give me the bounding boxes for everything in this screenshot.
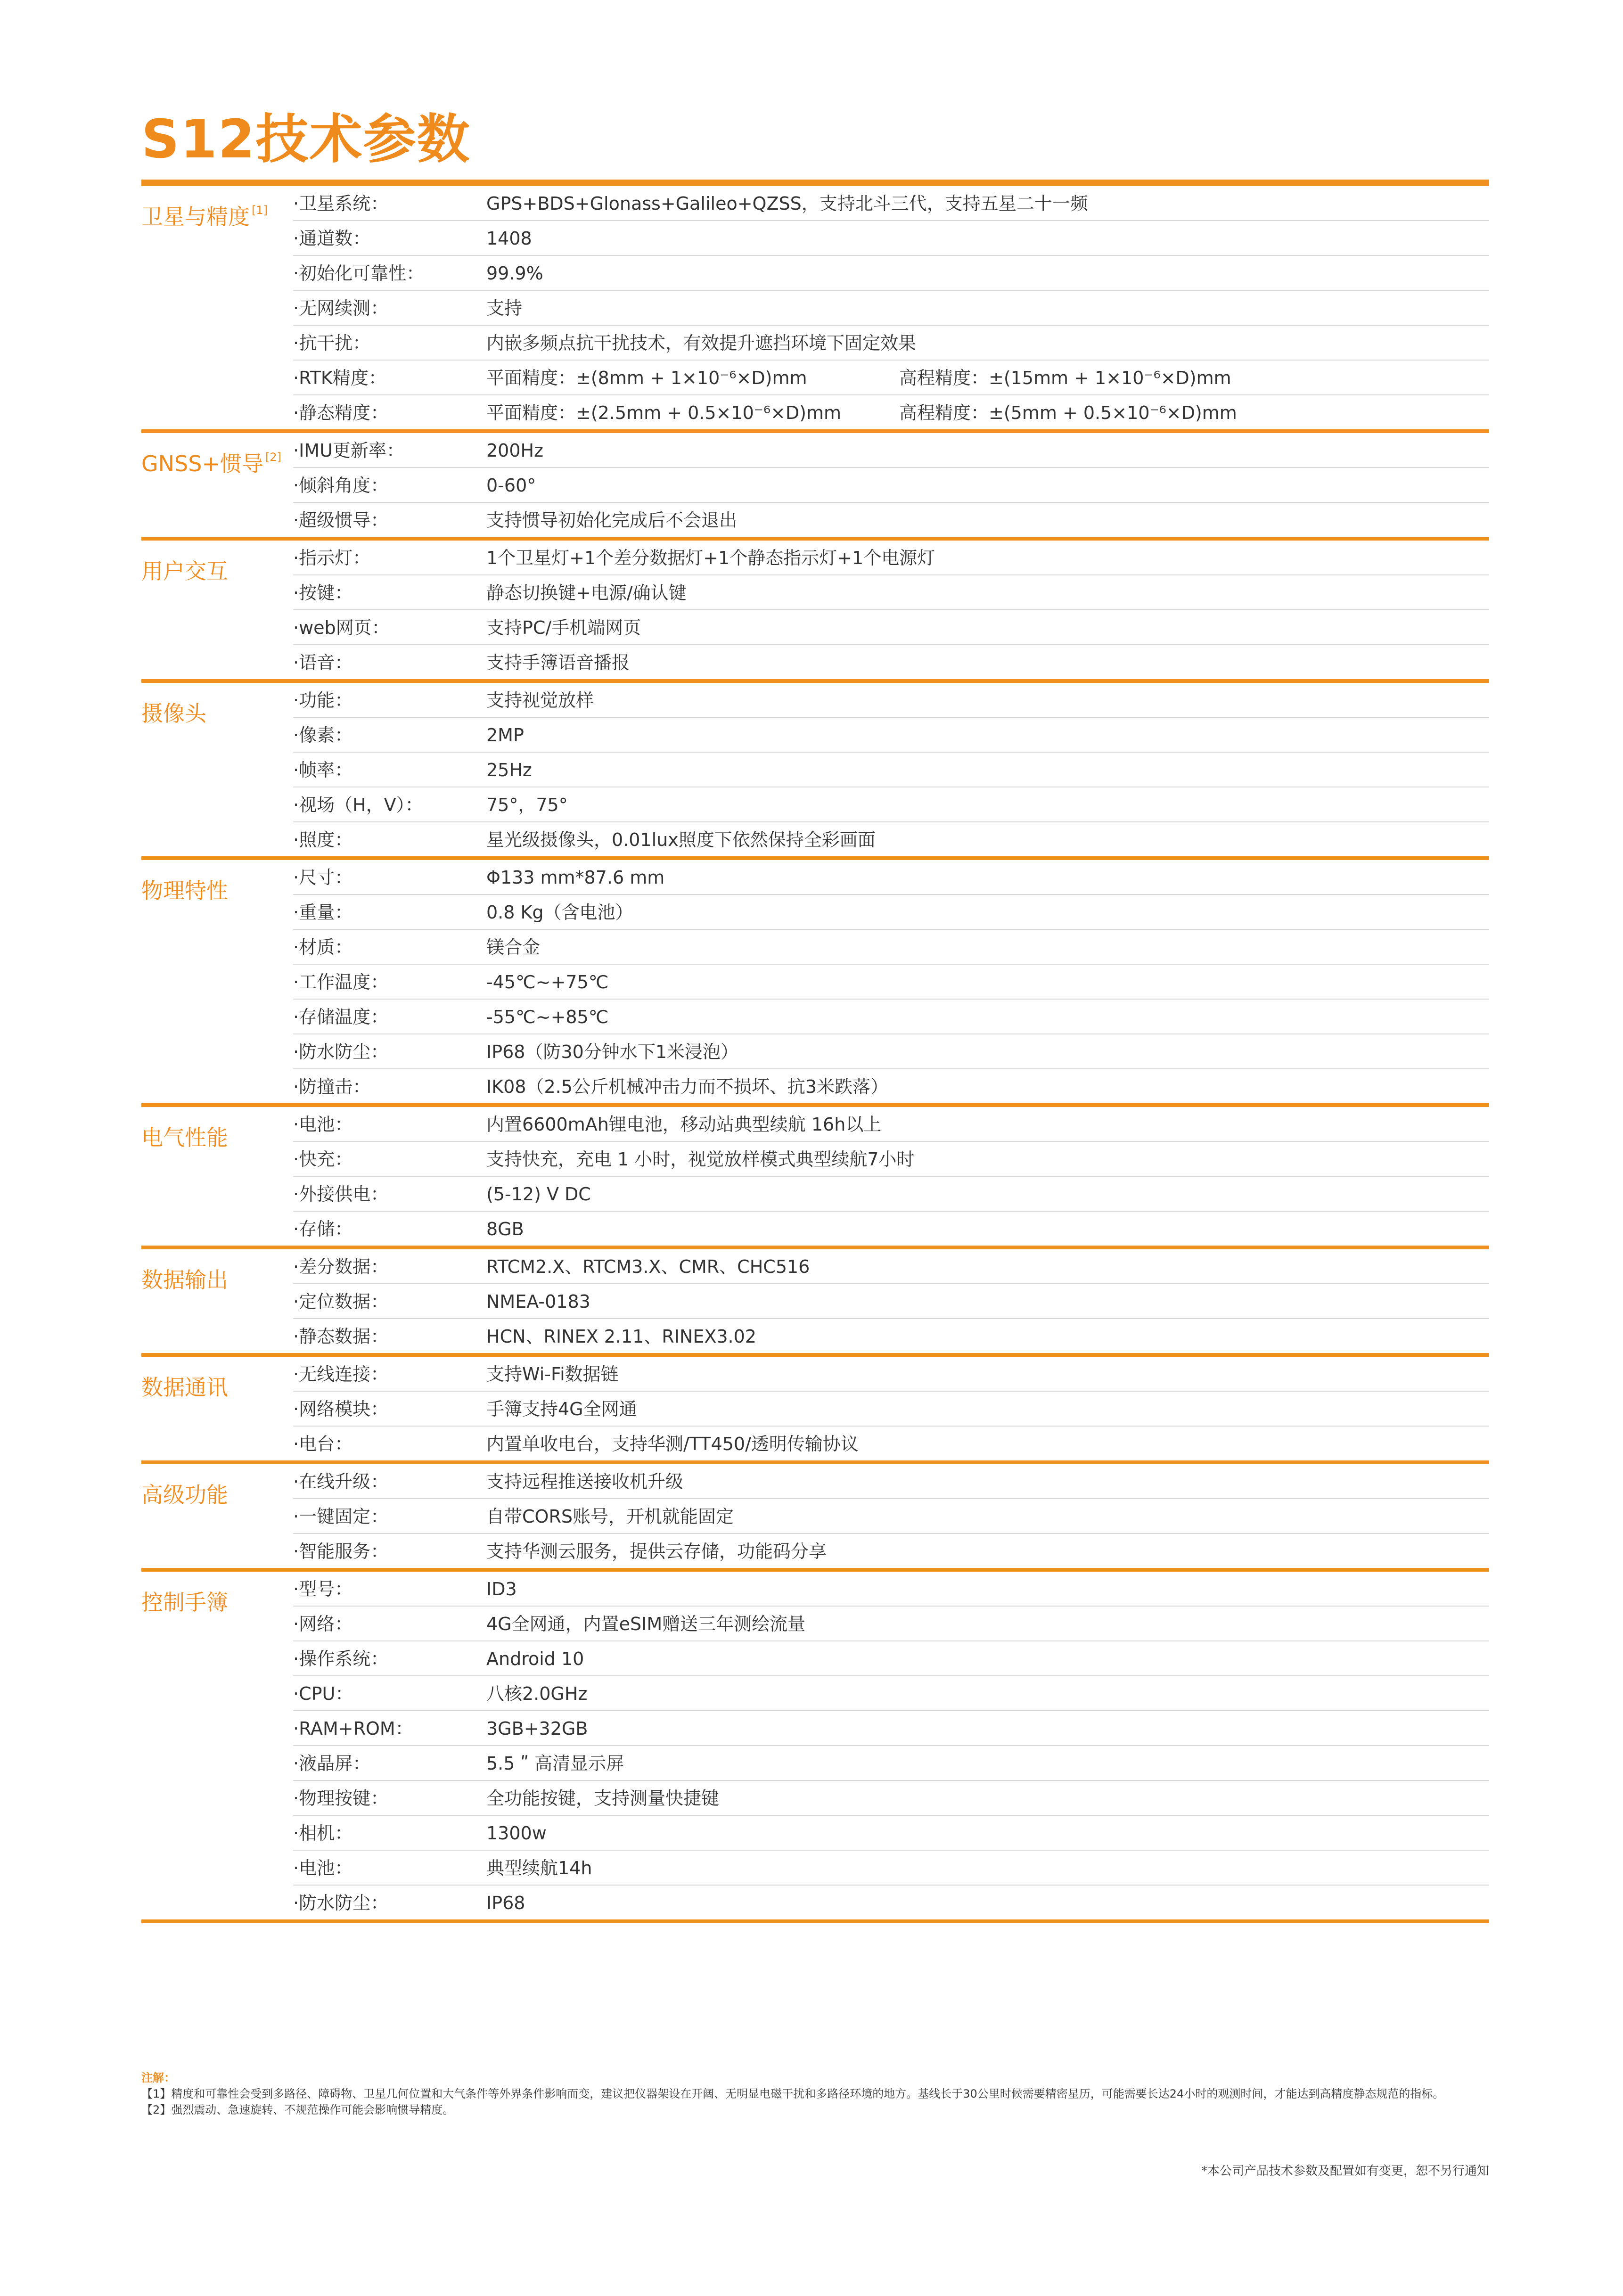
- spec-label: ·电台：: [293, 1434, 353, 1454]
- spec-value: 支持视觉放样: [486, 690, 594, 711]
- spec-label: ·外接供电：: [293, 1184, 389, 1205]
- spec-row: [293, 1781, 1489, 1816]
- spec-label: ·IMU更新率：: [293, 440, 404, 461]
- spec-row: [293, 291, 1489, 326]
- spec-value: 镁合金: [486, 937, 541, 958]
- spec-row: [293, 683, 1489, 718]
- spec-value: 支持惯导初始化完成后不会退出: [486, 510, 738, 531]
- spec-value: 平面精度：±(2.5mm + 0.5×10⁻⁶×D)mm: [486, 402, 842, 423]
- spec-value: RTCM2.X、RTCM3.X、CMR、CHC516: [486, 1256, 810, 1277]
- spec-label: ·电池：: [293, 1114, 353, 1135]
- spec-label: ·RTK精度：: [293, 368, 386, 388]
- spec-row: [293, 1607, 1489, 1641]
- spec-label: ·工作温度：: [293, 972, 389, 992]
- spec-row: [293, 1142, 1489, 1177]
- spec-value: 支持手簿语音播报: [486, 652, 630, 673]
- spec-row: [293, 965, 1489, 1000]
- spec-row: [293, 1746, 1489, 1781]
- spec-label: ·在线升级：: [293, 1471, 389, 1492]
- spec-row: [293, 1069, 1489, 1103]
- spec-value: 1408: [486, 228, 532, 249]
- spec-section: [141, 860, 1489, 1107]
- page-title: S12技术参数: [141, 109, 471, 170]
- spec-value: 0-60°: [486, 475, 536, 496]
- spec-row: [293, 1711, 1489, 1746]
- spec-row: [293, 1499, 1489, 1534]
- spec-value-secondary: 高程精度：±(5mm + 0.5×10⁻⁶×D)mm: [899, 402, 1237, 423]
- spec-label: ·卫星系统：: [293, 193, 389, 214]
- spec-value: 1300w: [486, 1823, 547, 1844]
- spec-row: [293, 186, 1489, 221]
- spec-label: ·语音：: [293, 652, 353, 673]
- notes-title: 注解：: [141, 2071, 175, 2084]
- spec-row: [293, 326, 1489, 361]
- spec-value: 4G全网通，内置eSIM赠送三年测绘流量: [486, 1614, 806, 1634]
- spec-table: [141, 186, 1489, 1923]
- spec-row: [293, 930, 1489, 965]
- spec-value: (5-12) V DC: [486, 1184, 591, 1205]
- spec-label: ·智能服务：: [293, 1541, 389, 1562]
- spec-value: -45℃~+75℃: [486, 972, 609, 992]
- spec-value: 支持: [486, 298, 523, 319]
- spec-value: 自带CORS账号，开机就能固定: [486, 1506, 734, 1527]
- spec-row: [293, 610, 1489, 645]
- spec-value: 5.5 ʺ 高清显示屏: [486, 1753, 624, 1774]
- spec-label: ·功能：: [293, 690, 353, 711]
- spec-label: ·型号：: [293, 1579, 353, 1599]
- section-rows: [293, 1572, 1489, 1919]
- spec-value: 支持PC/手机端网页: [486, 617, 641, 638]
- section-rows: [293, 1249, 1489, 1353]
- section-title-text: 用户交互: [141, 558, 228, 584]
- disclaimer: *本公司产品技术参数及配置如有变更，恕不另行通知: [1201, 2164, 1489, 2178]
- spec-section: [141, 433, 1489, 541]
- spec-value: 支持Wi-Fi数据链: [486, 1364, 619, 1385]
- spec-section: [141, 683, 1489, 860]
- spec-label: ·差分数据：: [293, 1256, 389, 1277]
- spec-row: [293, 895, 1489, 930]
- spec-label: ·静态数据：: [293, 1326, 389, 1347]
- section-title: [141, 880, 228, 902]
- spec-section: [141, 1357, 1489, 1464]
- spec-row: [293, 1034, 1489, 1069]
- spec-label: ·一键固定：: [293, 1506, 389, 1527]
- spec-section: [141, 1249, 1489, 1357]
- spec-value: 200Hz: [486, 440, 544, 461]
- spec-label: ·像素：: [293, 725, 353, 746]
- spec-label: ·快充：: [293, 1149, 353, 1170]
- spec-value: -55℃~+85℃: [486, 1007, 609, 1027]
- spec-label: ·尺寸：: [293, 867, 353, 888]
- spec-value: NMEA-0183: [486, 1291, 590, 1312]
- spec-label: ·指示灯：: [293, 548, 371, 568]
- spec-row: [293, 361, 1489, 395]
- section-title: [141, 1484, 228, 1506]
- spec-row: [293, 1464, 1489, 1499]
- footnote-ref: [1]: [252, 203, 268, 217]
- spec-row: [293, 541, 1489, 575]
- spec-row: [293, 395, 1489, 429]
- spec-value: 手簿支持4G全网通: [486, 1399, 637, 1419]
- spec-label: ·防水防尘：: [293, 1041, 389, 1062]
- spec-value: ID3: [486, 1579, 517, 1599]
- spec-value: HCN、RINEX 2.11、RINEX3.02: [486, 1326, 756, 1347]
- spec-row: [293, 787, 1489, 822]
- spec-row: [293, 221, 1489, 256]
- note-1: 【1】精度和可靠性会受到多路径、障碍物、卫星几何位置和大气条件等外界条件影响而变，建议把仪器架设在开阔、无明显电磁干扰和多路径环境的地方。基线长于30公里时候需要精密星历，可能需要长达24小时的观测时间，才能达到高精度静态规范的指标。: [141, 2087, 1444, 2100]
- spec-row: [293, 1249, 1489, 1284]
- spec-row: [293, 1676, 1489, 1711]
- section-rows: [293, 1357, 1489, 1460]
- spec-value: 支持远程推送接收机升级: [486, 1471, 684, 1492]
- spec-label: ·CPU：: [293, 1683, 353, 1704]
- spec-label: ·液晶屏：: [293, 1753, 371, 1774]
- spec-label: ·静态精度：: [293, 402, 389, 423]
- section-rows: [293, 433, 1489, 537]
- spec-value: 75°，75°: [486, 795, 568, 815]
- notes: [141, 2070, 1489, 2118]
- spec-value: 静态切换键+电源/确认键: [486, 582, 687, 603]
- spec-label: ·按键：: [293, 582, 353, 603]
- spec-label: ·防撞击：: [293, 1076, 371, 1097]
- spec-label: ·无网续测：: [293, 298, 389, 319]
- spec-row: [293, 1427, 1489, 1460]
- section-title-text: GNSS+惯导: [141, 451, 263, 476]
- spec-row: [293, 433, 1489, 468]
- spec-value: 典型续航14h: [486, 1858, 592, 1878]
- spec-label: ·超级惯导：: [293, 510, 389, 531]
- spec-value: 支持华测云服务，提供云存储，功能码分享: [486, 1541, 827, 1562]
- section-title-text: 数据通讯: [141, 1375, 228, 1400]
- section-rows: [293, 186, 1489, 429]
- spec-row: [293, 468, 1489, 503]
- spec-label: ·防水防尘：: [293, 1893, 389, 1913]
- spec-label: ·倾斜角度：: [293, 475, 389, 496]
- spec-label: ·存储：: [293, 1219, 353, 1239]
- spec-label: ·RAM+ROM：: [293, 1718, 413, 1739]
- section-title: [141, 1591, 228, 1613]
- spec-value: IK08（2.5公斤机械冲击力而不损坏、抗3米跌落）: [486, 1076, 889, 1097]
- spec-value: 内置单收电台，支持华测/TT450/透明传输协议: [486, 1434, 859, 1454]
- spec-label: ·网络模块：: [293, 1399, 389, 1419]
- spec-label: ·存储温度：: [293, 1007, 389, 1027]
- section-title-text: 物理特性: [141, 878, 228, 903]
- spec-value: Android 10: [486, 1648, 584, 1669]
- spec-row: [293, 1319, 1489, 1353]
- spec-row: [293, 1212, 1489, 1246]
- spec-row: [293, 1392, 1489, 1427]
- spec-label: ·定位数据：: [293, 1291, 389, 1312]
- spec-row: [293, 753, 1489, 787]
- spec-label: ·照度：: [293, 829, 353, 850]
- spec-value: Φ133 mm*87.6 mm: [486, 867, 665, 888]
- section-title-text: 卫星与精度: [141, 204, 250, 230]
- spec-value: IP68（防30分钟水下1米浸泡）: [486, 1041, 739, 1062]
- section-rows: [293, 541, 1489, 679]
- spec-row: [293, 718, 1489, 753]
- spec-label: ·网络：: [293, 1614, 353, 1634]
- section-title: [141, 1269, 228, 1291]
- spec-value: 3GB+32GB: [486, 1718, 588, 1739]
- spec-row: [293, 645, 1489, 679]
- section-title-text: 控制手簿: [141, 1590, 228, 1615]
- spec-row: [293, 1534, 1489, 1568]
- spec-row: [293, 1357, 1489, 1392]
- section-title-text: 高级功能: [141, 1482, 228, 1508]
- spec-value: 内嵌多频点抗干扰技术，有效提升遮挡环境下固定效果: [486, 333, 917, 353]
- spec-value: 星光级摄像头，0.01lux照度下依然保持全彩画面: [486, 829, 876, 850]
- spec-row: [293, 1641, 1489, 1676]
- spec-label: ·视场（H，V）：: [293, 795, 423, 815]
- spec-row: [293, 1000, 1489, 1034]
- spec-label: ·web网页：: [293, 617, 390, 638]
- title-rule: [141, 180, 1489, 186]
- spec-section: [141, 1464, 1489, 1572]
- spec-section: [141, 1107, 1489, 1249]
- spec-row: [293, 1177, 1489, 1212]
- spec-value: 平面精度：±(8mm + 1×10⁻⁶×D)mm: [486, 368, 807, 388]
- spec-value: 八核2.0GHz: [486, 1683, 588, 1704]
- spec-row: [293, 1886, 1489, 1919]
- spec-value: 全功能按键，支持测量快捷键: [486, 1788, 720, 1809]
- spec-value: 8GB: [486, 1219, 524, 1239]
- spec-value-secondary: 高程精度：±(15mm + 1×10⁻⁶×D)mm: [899, 368, 1231, 388]
- note-2: 【2】强烈震动、急速旋转、不规范操作可能会影响惯导精度。: [141, 2103, 454, 2116]
- section-title-text: 电气性能: [141, 1125, 228, 1150]
- section-title: [141, 450, 281, 476]
- section-rows: [293, 1107, 1489, 1246]
- spec-row: [293, 256, 1489, 291]
- footnote-ref: [2]: [265, 450, 281, 464]
- spec-row: [293, 1284, 1489, 1319]
- spec-row: [293, 860, 1489, 895]
- section-title-text: 数据输出: [141, 1267, 228, 1293]
- section-title: [141, 560, 228, 582]
- spec-section: [141, 541, 1489, 683]
- spec-label: ·相机：: [293, 1823, 353, 1844]
- spec-row: [293, 1572, 1489, 1607]
- spec-row: [293, 1816, 1489, 1851]
- spec-value: IP68: [486, 1893, 525, 1913]
- spec-value: 0.8 Kg（含电池）: [486, 902, 633, 923]
- section-rows: [293, 860, 1489, 1103]
- spec-value: 25Hz: [486, 760, 532, 780]
- spec-row: [293, 575, 1489, 610]
- spec-label: ·无线连接：: [293, 1364, 389, 1385]
- spec-section: [141, 1572, 1489, 1923]
- section-title: [141, 703, 206, 724]
- spec-value: 支持快充，充电 1 小时，视觉放样模式典型续航7小时: [486, 1149, 915, 1170]
- spec-value: 1个卫星灯+1个差分数据灯+1个静态指示灯+1个电源灯: [486, 548, 935, 568]
- spec-section: [141, 186, 1489, 433]
- spec-label: ·材质：: [293, 937, 353, 958]
- section-title-text: 摄像头: [141, 701, 206, 726]
- spec-value: 内置6600mAh锂电池，移动站典型续航 16h以上: [486, 1114, 882, 1135]
- spec-label: ·帧率：: [293, 760, 353, 780]
- spec-label: ·初始化可靠性：: [293, 263, 425, 284]
- spec-value: 2MP: [486, 725, 524, 746]
- spec-row: [293, 1851, 1489, 1886]
- spec-value: GPS+BDS+Glonass+Galileo+QZSS，支持北斗三代，支持五星二十一频: [486, 193, 1088, 214]
- spec-label: ·重量：: [293, 902, 353, 923]
- section-rows: [293, 683, 1489, 856]
- spec-label: ·操作系统：: [293, 1648, 389, 1669]
- spec-row: [293, 503, 1489, 537]
- spec-label: ·电池：: [293, 1858, 353, 1878]
- spec-label: ·通道数：: [293, 228, 371, 249]
- spec-value: 99.9%: [486, 263, 543, 284]
- section-title: [141, 1127, 228, 1148]
- spec-row: [293, 822, 1489, 856]
- spec-label: ·物理按键：: [293, 1788, 389, 1809]
- section-title: [141, 203, 268, 230]
- section-title: [141, 1377, 228, 1398]
- spec-label: ·抗干扰：: [293, 333, 371, 353]
- section-rows: [293, 1464, 1489, 1568]
- spec-row: [293, 1107, 1489, 1142]
